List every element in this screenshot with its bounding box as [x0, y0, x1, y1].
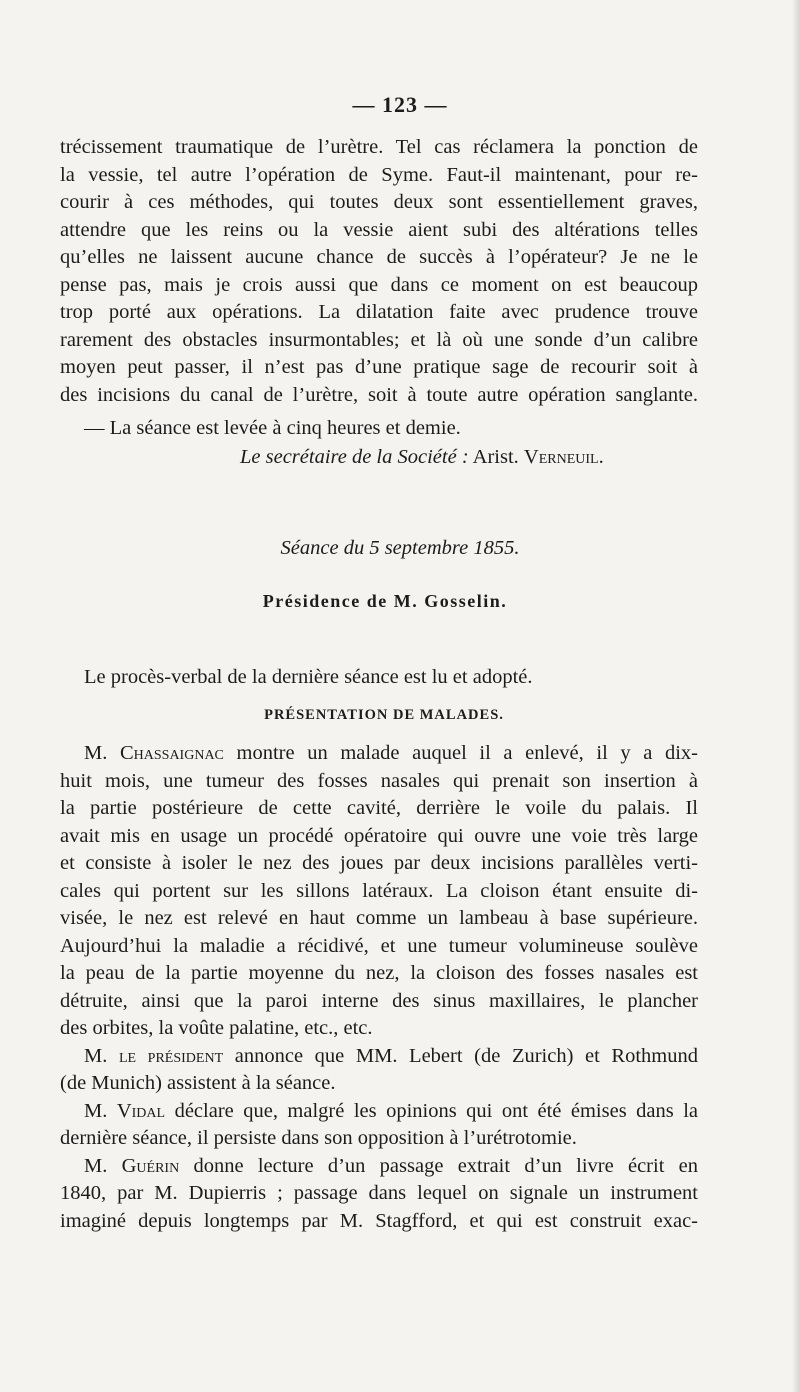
closing-line — [60, 415, 698, 443]
text-line: et consiste à isoler le nez des joues par deux incisions parallèles verti- — [60, 852, 698, 874]
text-line — [60, 1153, 698, 1181]
line-text: déclare que, malgré les opinions qui ont été émises dans la — [174, 1099, 698, 1122]
text-line: cales qui portent sur les sillons latéraux. La cloison étant ensuite di- — [60, 879, 698, 902]
signature-role: Le secrétaire de la Société : — [240, 446, 469, 468]
text-line: visée, le nez est relevé en haut comme un lambeau à base supérieure. — [60, 907, 698, 929]
text-line: Le procès-verbal de la dernière séance est lu et adopté. — [84, 666, 533, 688]
text-line: la vessie, tel autre l’opération de Syme. Faut-il maintenant, pour re- — [60, 163, 698, 186]
text-line: huit mois, une tumeur des fosses nasales qui prenait son insertion à — [60, 769, 698, 792]
session-title: Séance du 5 septembre 1855. — [280, 537, 520, 559]
text-line: rarement des obstacles insurmontables; et là où une sonde d’un calibre — [60, 328, 698, 351]
page-number: — 123 — — [352, 92, 448, 117]
signature — [240, 443, 710, 471]
text-line: moyen peut passer, il n’est pas d’une pratique sage de recourir soit à — [60, 356, 698, 378]
text-line: détruite, ainsi que la paroi interne des sinus maxillaires, le plancher — [60, 989, 698, 1012]
page-edge-shadow — [792, 0, 800, 1392]
text-line: attendre que les reins ou la vessie aient subi des altérations telles — [60, 218, 698, 241]
minutes-line — [60, 664, 698, 692]
text-line: courir à ces méthodes, qui toutes deux sont essentiellement graves, — [60, 191, 698, 213]
text-line: imaginé depuis longtemps par M. Stagfford, et qui est construit exac- — [60, 1209, 698, 1232]
text-line: la partie postérieure de cette cavité, derrière le voile du palais. Il — [60, 797, 698, 819]
signature-name-prefix: Arist. — [472, 446, 519, 468]
text-line: des orbites, la voûte palatine, etc., etc. — [60, 1017, 373, 1039]
text-line: trop porté aux opérations. La dilatation faite avec prudence trouve — [60, 301, 698, 323]
section-heading: PRÉSENTATION DE MALADES. — [264, 707, 504, 723]
text-line: 1840, par M. Dupierris ; passage dans lequel on signale un instrument — [60, 1182, 698, 1204]
speaker-prefix: M. — [84, 1044, 108, 1067]
text-line: qu’elles ne laissent aucune chance de succès à l’opérateur? Je ne le — [60, 246, 698, 268]
text-line — [60, 1098, 698, 1126]
presidency-line: Présidence de M. Gosselin. — [262, 591, 508, 611]
text-line: (de Munich) assistent à la séance. — [60, 1072, 336, 1094]
line-text: montre un malade auquel il a enlevé, il y a dix- — [236, 742, 698, 764]
speaker-prefix: M. — [84, 1154, 108, 1177]
speaker-name: Chassaignac — [119, 742, 224, 764]
text-line: des incisions du canal de l’urètre, soit à toute autre opération sanglante. — [60, 383, 698, 406]
paragraph-1 — [60, 134, 698, 409]
text-line: trécissement traumatique de l’urètre. Tel cas réclamera la ponction de — [60, 136, 698, 158]
speaker-name: Guérin — [121, 1154, 180, 1177]
line-text: annonce que MM. Lebert (de Zurich) et Rothmund — [234, 1044, 698, 1067]
speaker-name: le président — [118, 1044, 224, 1067]
speaker-name: Vidal — [116, 1099, 166, 1122]
line-text: donne lecture d’un passage extrait d’un livre écrit en — [193, 1154, 698, 1177]
speaker-prefix: M. — [84, 1099, 108, 1122]
signature-name: Verneuil. — [523, 446, 604, 468]
text-line: avait mis en usage un procédé opératoire qui ouvre une voie très large — [60, 824, 698, 847]
text-line: dernière séance, il persiste dans son opposition à l’urétrotomie. — [60, 1127, 577, 1149]
text-line: — La séance est levée à cinq heures et demie. — [84, 417, 461, 439]
text-line: Aujourd’hui la maladie a récidivé, et une tumeur volumineuse soulève — [60, 934, 698, 957]
text-line: la peau de la partie moyenne du nez, la cloison des fosses nasales est — [60, 962, 698, 984]
body-paragraphs — [60, 740, 698, 1235]
text-line — [60, 740, 698, 768]
speaker-prefix: M. — [84, 742, 108, 764]
text-line — [60, 1043, 698, 1071]
text-line: pense pas, mais je crois aussi que dans ce moment on est beaucoup — [60, 273, 698, 296]
